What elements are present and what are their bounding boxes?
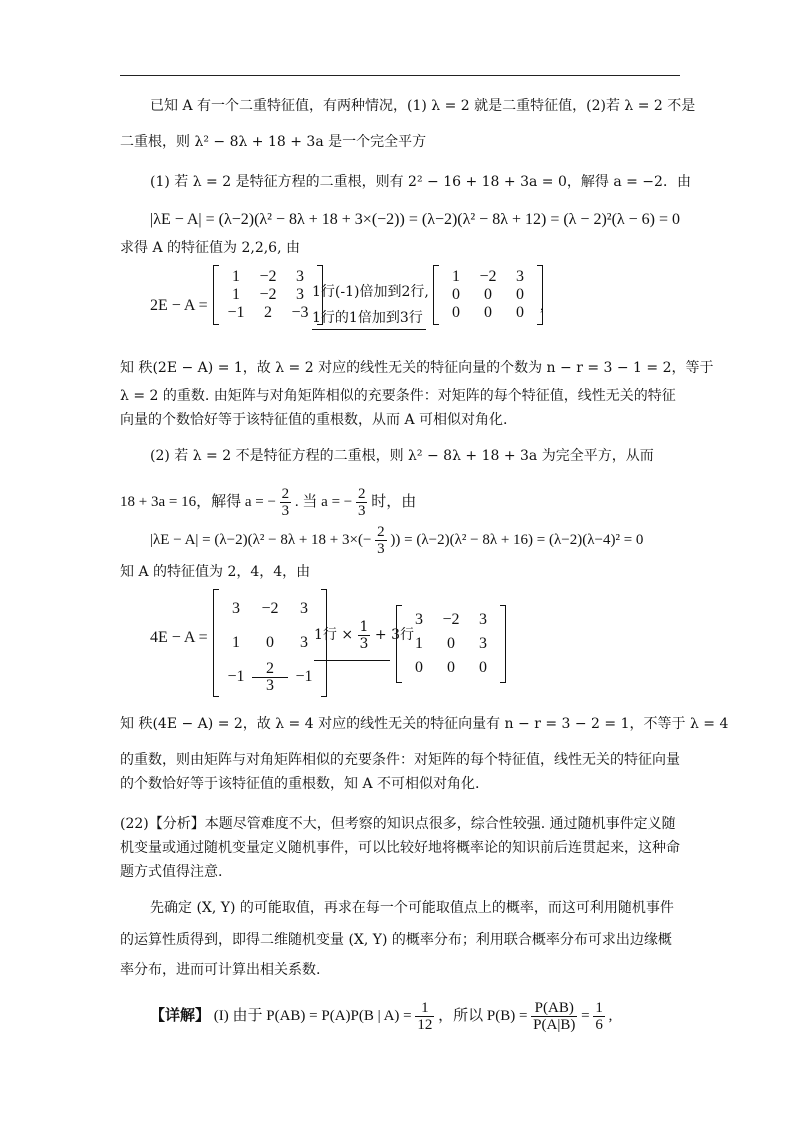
fraction-denominator: P(A|B): [533, 1017, 576, 1034]
matrix-cell: −2: [479, 268, 497, 285]
matrix-cell: −2: [259, 286, 277, 303]
matrix-cell: 0: [415, 659, 423, 676]
fraction: [280, 486, 292, 519]
punctuation: ,: [540, 297, 544, 314]
matrix-cell: 0: [452, 304, 460, 321]
matrix-cell: −2: [259, 268, 277, 285]
matrix-cell: 3: [296, 286, 304, 303]
inline-text: 1行 ×: [314, 627, 354, 643]
fraction: [593, 1000, 605, 1033]
row-op-label-1: 1行(-1)倍加到2行,: [312, 284, 429, 300]
matrix-cell: 0: [484, 304, 492, 321]
text-line: (1) 若 λ = 2 是特征方程的二重根，则有 2² − 16 + 18 + 3a = 0，解得 a = −2．由: [150, 174, 691, 190]
matrix-reduced-2: [396, 606, 506, 682]
matrix-cell: 3: [300, 634, 308, 651]
matrix-cell: −1: [295, 668, 313, 685]
equation: |λE − A| = (λ−2)(λ² − 8λ + 18 + 3×(−2)) = (λ−2)(λ² − 8λ + 12) = (λ − 2)²(λ − 6) = 0: [150, 211, 681, 228]
inline-text: =: [581, 1008, 590, 1024]
text-line: 率分布，进而可计算出相关系数.: [120, 962, 321, 978]
matrix-cell: 1: [232, 268, 240, 285]
matrix-cell: −1: [227, 668, 245, 685]
fraction: [531, 1000, 577, 1033]
matrix-cell: 0: [484, 286, 492, 303]
inline-text: + 3行: [374, 627, 415, 643]
matrix-cell: 3: [232, 600, 240, 617]
text-line: 的重数，则由矩阵与对角矩阵相似的充要条件：对矩阵的每个特征值，线性无关的特征向量: [120, 752, 680, 768]
matrix-cell: −2: [442, 611, 460, 628]
text-line: λ = 2 的重数. 由矩阵与对角矩阵相似的充要条件：对矩阵的每个特征值，线性无关的特征: [120, 388, 676, 404]
row-op-arrow: [312, 329, 426, 330]
text-line: [120, 482, 416, 522]
inline-text: |λE − A| = (λ−2)(λ² − 8λ + 18 + 3×(−: [150, 532, 372, 548]
matrix-cell: 0: [266, 634, 274, 651]
text-line: 知 A 的特征值为 2，4，4，由: [120, 564, 311, 580]
fraction-denominator: 3: [377, 541, 385, 558]
matrix-cell: 0: [516, 304, 524, 321]
matrix-cell: 3: [479, 635, 487, 652]
fraction-numerator: 2: [281, 486, 290, 503]
matrix-cell: 1: [452, 268, 460, 285]
fraction: [375, 524, 387, 557]
fraction-numerator: 2: [357, 486, 366, 503]
matrix-cell: 0: [516, 286, 524, 303]
header-rule: [120, 75, 680, 76]
text-line: 二重根，则 λ² − 8λ + 18 + 3a 是一个完全平方: [120, 134, 427, 150]
row-op-label-2: 1行的1倍加到3行: [312, 310, 423, 326]
matrix-cell: 3: [516, 268, 524, 285]
matrix-lhs: 4E − A =: [150, 629, 208, 646]
text-line: (2) 若 λ = 2 不是特征方程的二重根，则 λ² − 8λ + 18 + 3a 为完全平方，从而: [150, 448, 654, 464]
fraction-numerator: 1: [595, 1000, 603, 1017]
row-op-arrow: [314, 660, 390, 661]
text-line: 向量的个数恰好等于该特征值的重根数，从而 A 可相似对角化.: [120, 412, 508, 428]
matrix-cell: −1: [227, 304, 245, 321]
matrix-4e-minus-a: [213, 590, 327, 696]
matrix-cell: −3: [291, 304, 309, 321]
matrix-cell: 1: [232, 634, 240, 651]
text-line: 已知 A 有一个二重特征值，有两种情况，(1) λ = 2 就是二重特征值，(2)若 λ = 2 不是: [150, 98, 696, 114]
fraction-denominator: 3: [359, 635, 369, 652]
matrix-cell: 2: [264, 304, 272, 321]
fraction-denominator: 3: [281, 503, 290, 520]
fraction-numerator: 2: [377, 524, 385, 541]
matrix-cell: 0: [452, 286, 460, 303]
fraction-numerator: 2: [252, 661, 288, 678]
fraction-numerator: 1: [415, 1000, 434, 1017]
text-line: 知 秩(2E − A) = 1，故 λ = 2 对应的线性无关的特征向量的个数为 n − r = 3 − 1 = 2，等于: [120, 360, 714, 376]
fraction-numerator: 1: [359, 618, 369, 635]
matrix-cell-fraction: [252, 661, 288, 694]
matrix-cell: 3: [296, 268, 304, 285]
text-line: 题方式值得注意.: [120, 864, 223, 880]
matrix-cell: −2: [261, 600, 279, 617]
matrix-cell: 3: [300, 600, 308, 617]
inline-text: 18 + 3a = 16，解得 a = −: [120, 494, 276, 510]
matrix-cell: 0: [479, 659, 487, 676]
matrix-lhs: 2E − A =: [150, 297, 208, 314]
matrix-cell: 1: [415, 635, 423, 652]
matrix-reduced-1: [433, 266, 543, 324]
text-line: 求得 A 的特征值为 2,2,6, 由: [120, 240, 300, 256]
text-line: 的运算性质得到，即得二维随机变量 (X, Y) 的概率分布；利用联合概率分布可求出边缘概: [120, 932, 672, 948]
equation: [150, 520, 643, 560]
fraction: [358, 619, 371, 652]
fraction-numerator: P(AB): [531, 1000, 577, 1017]
inline-text: ，所以 P(B) =: [438, 1008, 528, 1024]
text-line: 机变量或通过随机变量定义随机事件，可以比较好地将概率论的知识前后连贯起来，这种命: [120, 840, 680, 856]
inline-text: 时，由: [371, 494, 417, 510]
matrix-cell: 3: [479, 611, 487, 628]
inline-text: (I) 由于 P(AB) = P(A)P(B | A) =: [213, 1008, 412, 1024]
fraction-denominator: 3: [357, 503, 366, 520]
matrix-cell: 0: [447, 635, 455, 652]
fraction: [415, 1000, 434, 1033]
text-line: (22)【分析】本题尽管难度不大，但考察的知识点很多，综合性较强. 通过随机事件定义随: [120, 816, 676, 832]
matrix-cell: 0: [447, 659, 455, 676]
inline-text: ,: [608, 1008, 613, 1024]
inline-text: . 当 a = −: [294, 494, 353, 510]
fraction-denominator: 6: [595, 1017, 603, 1034]
text-line: 先确定 (X, Y) 的可能取值，再求在每一个可能取值点上的概率，而这可利用随机事件: [150, 900, 674, 916]
fraction-denominator: 12: [417, 1017, 433, 1034]
detail-line: [150, 994, 612, 1038]
matrix-2e-minus-a: [213, 266, 323, 324]
fraction: [356, 486, 368, 519]
text-line: 的个数恰好等于该特征值的重根数，知 A 不可相似对角化.: [120, 776, 480, 792]
inline-text: )) = (λ−2)(λ² − 8λ + 16) = (λ−2)(λ−4)² = 0: [390, 532, 644, 548]
matrix-cell: 3: [415, 611, 423, 628]
detail-heading: 【详解】: [150, 1008, 211, 1024]
text-line: 知 秩(4E − A) = 2，故 λ = 4 对应的线性无关的特征向量有 n − r = 3 − 2 = 1，不等于 λ = 4: [120, 716, 729, 732]
fraction-denominator: 3: [266, 676, 274, 694]
matrix-cell: 1: [232, 286, 240, 303]
